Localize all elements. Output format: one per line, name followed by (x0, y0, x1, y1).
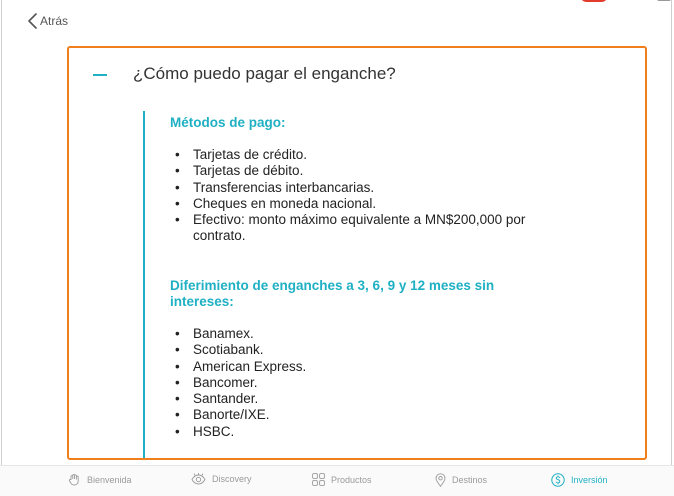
tab-discovery[interactable]: Discovery (191, 473, 252, 485)
list-item: • American Express. (175, 358, 307, 374)
list-item: • Transferencias interbancarias. (175, 179, 375, 195)
tab-productos[interactable]: Productos (312, 473, 372, 486)
collapse-minus-icon[interactable] (93, 74, 107, 76)
tab-destinos[interactable]: Destinos (435, 473, 487, 487)
list-item: • HSBC. (175, 423, 235, 439)
list-item: • Bancomer. (175, 374, 258, 390)
tab-bienvenida[interactable]: Bienvenida (68, 473, 132, 486)
hand-icon (68, 473, 81, 486)
faq-answer (143, 111, 563, 460)
back-label: Atrás (40, 14, 69, 28)
status-bar (0, 0, 674, 4)
eye-icon (191, 473, 206, 485)
section-title-deferred-payments: Diferimiento de enganches a 3, 6, 9 y 12 meses sin intereses: (170, 278, 495, 309)
battery-icon (657, 0, 671, 1)
frame-edge-right (671, 0, 672, 495)
list-item: • Efectivo: monto máximo equivalente a MN$200,000 por contrato. (175, 212, 526, 244)
list-item: • Scotiabank. (175, 342, 264, 358)
tab-inversion[interactable]: Inversión (551, 473, 608, 487)
section-title-payment-methods: Métodos de pago: (170, 115, 286, 130)
location-pin-icon (435, 473, 446, 487)
list-item: • Cheques en moneda nacional. (175, 195, 377, 211)
list-item: • Tarjetas de débito. (175, 163, 304, 179)
banks-list (170, 326, 470, 440)
bottom-tab-bar (0, 465, 674, 496)
faq-card (67, 46, 647, 460)
list-item: • Banamex. (175, 326, 254, 341)
faq-question[interactable]: ¿Cómo puedo pagar el enganche? (133, 64, 396, 83)
chevron-left-icon (28, 13, 37, 29)
frame-edge-left (1, 0, 2, 495)
list-item: • Tarjetas de crédito. (175, 147, 308, 162)
list-item: • Santander. (175, 391, 259, 407)
dollar-circle-icon (551, 473, 565, 487)
battery-low-indicator (581, 0, 607, 2)
back-button[interactable] (28, 12, 68, 30)
grid-icon (312, 473, 325, 486)
payment-methods-list (170, 147, 530, 245)
list-item: • Banorte/IXE. (175, 407, 270, 423)
